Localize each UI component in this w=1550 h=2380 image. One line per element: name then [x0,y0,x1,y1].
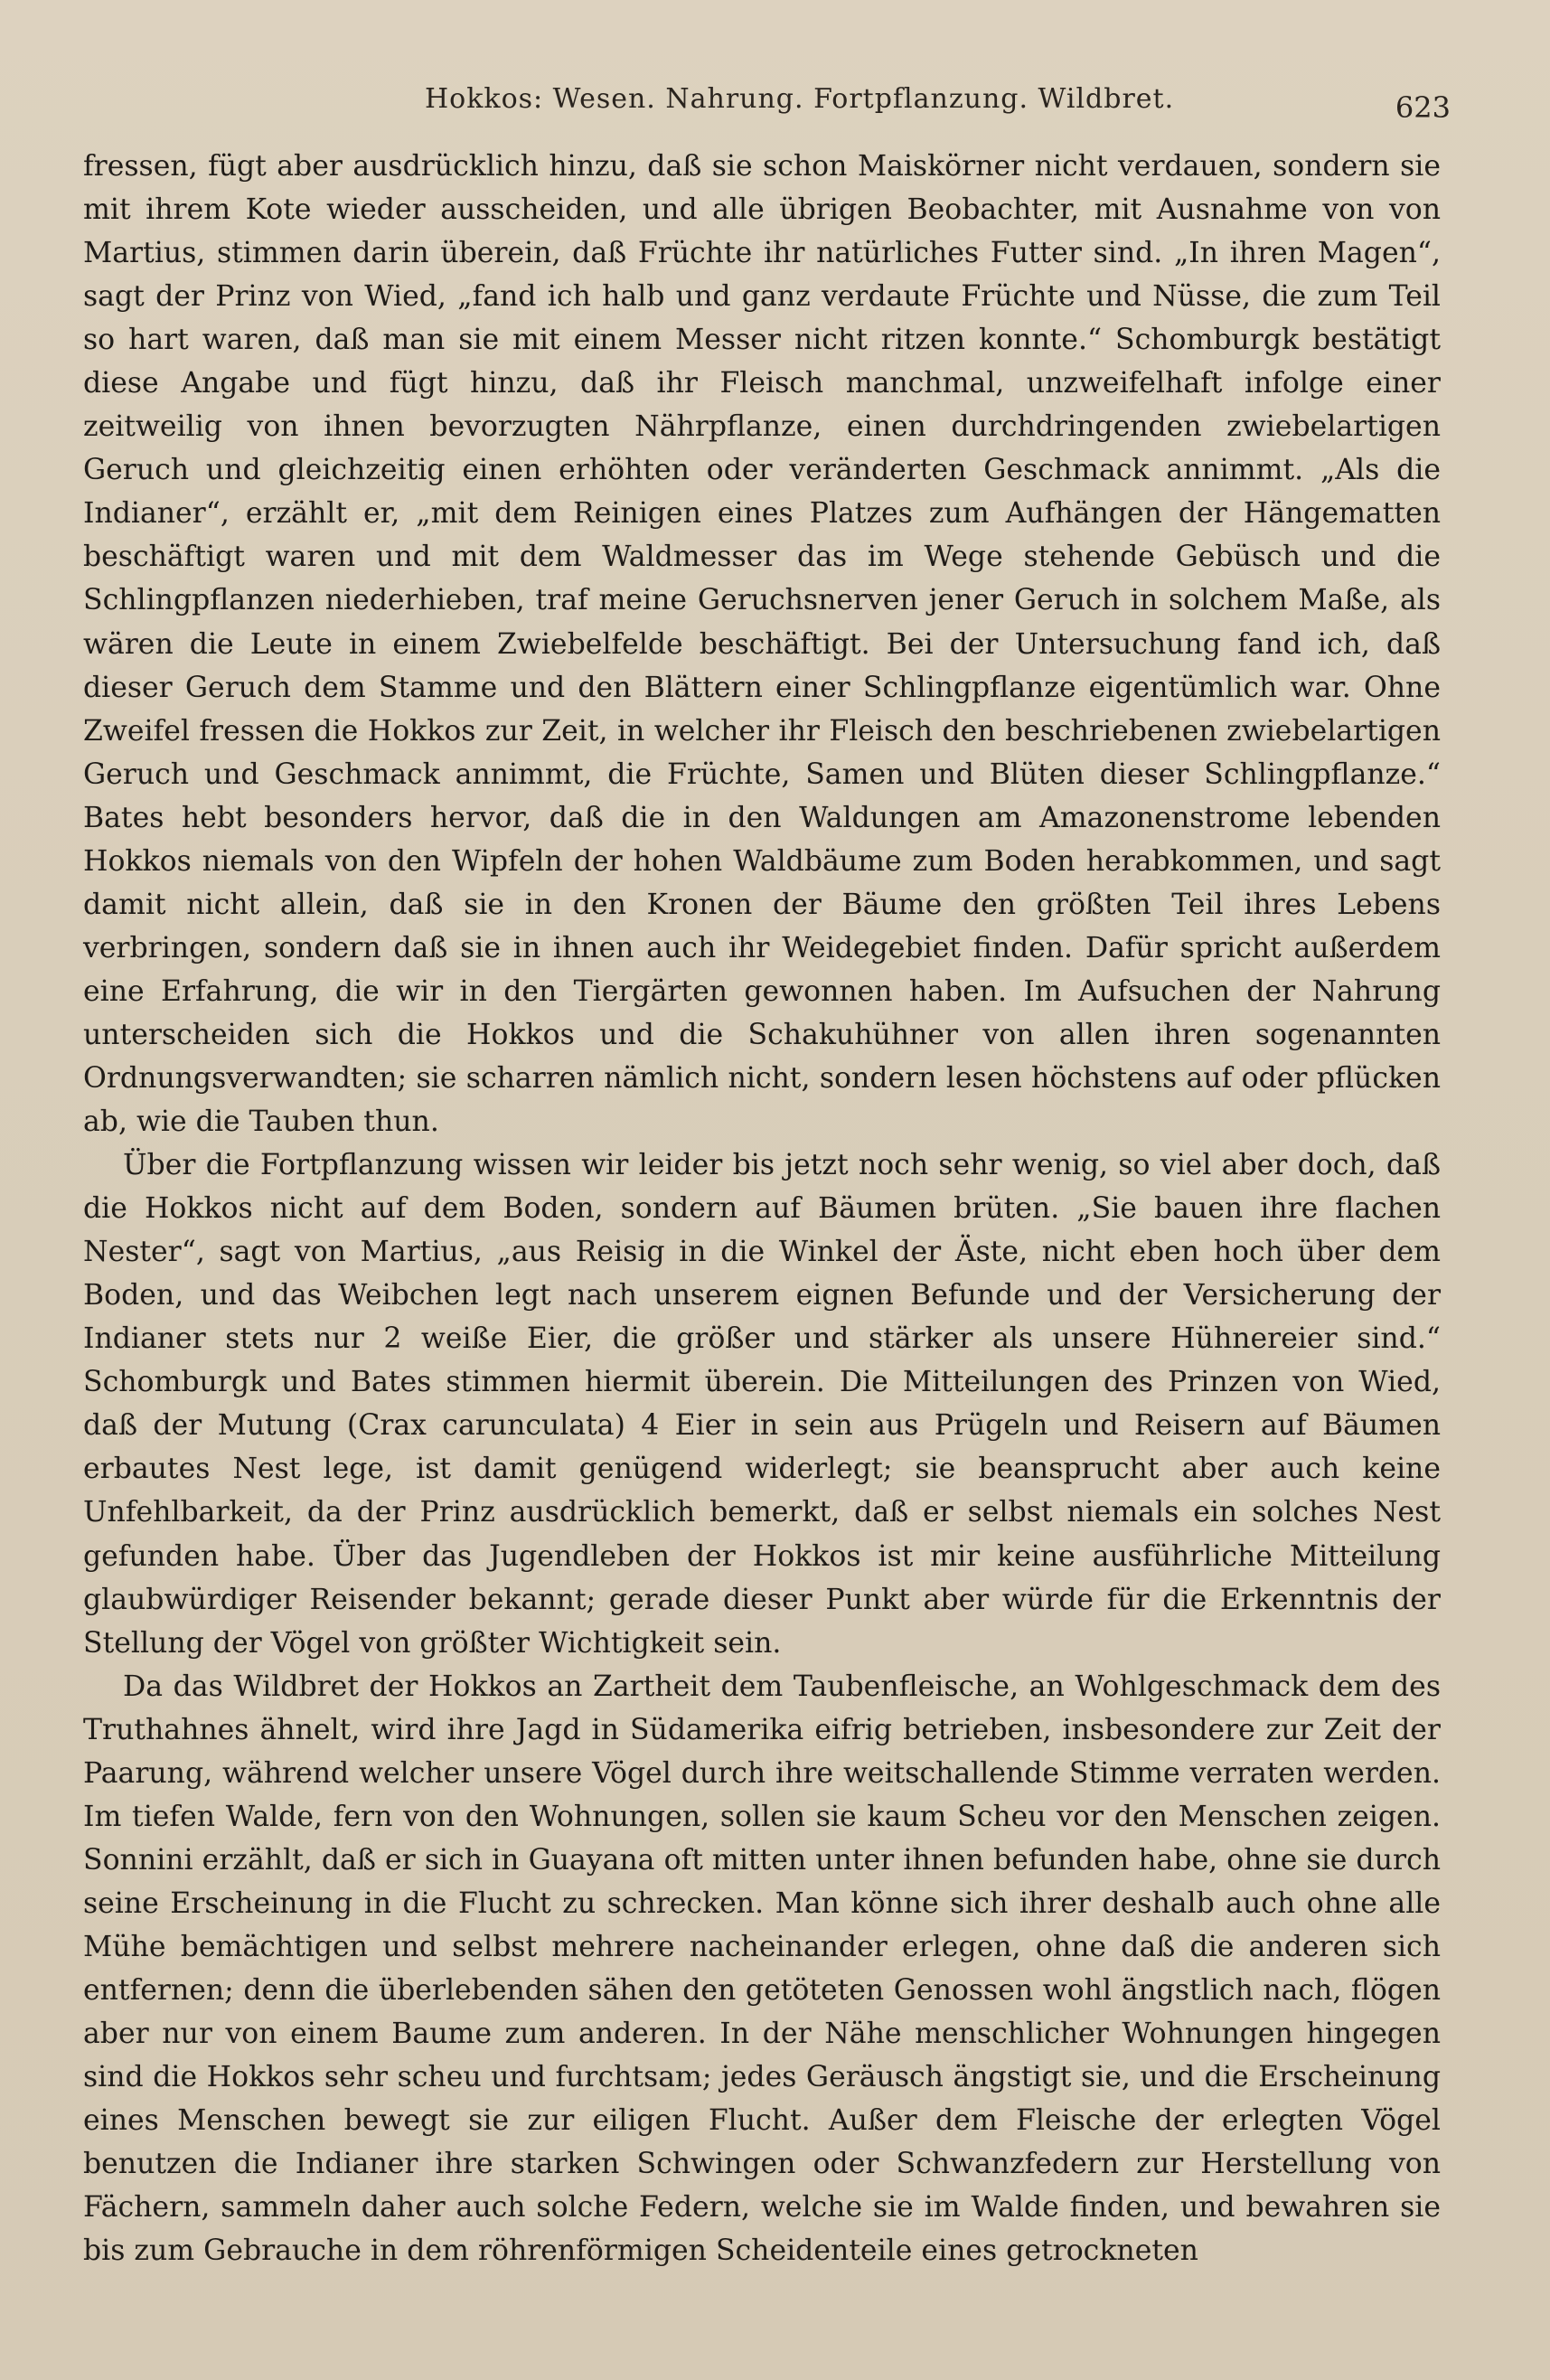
paragraph-food: fressen, fügt aber ausdrücklich hinzu, daß sie schon Maiskörner nicht verdauen, sondern sie mit ihrem Kote wieder ausscheiden, und alle übrigen Beobachter, mit Ausnahme von von Martius, stimmen darin überein, daß Früchte ihr natürliches Futter sind. „In ihren Magen“, sagt der Prinz von Wied, „fand ich halb und ganz verdaute Früchte und Nüsse, die zum Teil so hart waren, daß man sie mit einem Messer nicht ritzen konnte.“ Schomburgk bestätigt diese Angabe und fügt hinzu, daß ihr Fleisch manchmal, unzweifelhaft infolge einer zeitweilig von ihnen bevorzugten Nährpflanze, einen durchdringenden zwiebelartigen Geruch und gleichzeitig einen erhöhten oder veränderten Geschmack annimmt. „Als die Indianer“, erzählt er, „mit dem Reinigen eines Platzes zum Aufhängen der Hängematten beschäftigt waren und mit dem Waldmesser das im Wege stehende Gebüsch und die Schlingpflanzen niederhieben, traf meine Geruchsnerven jener Geruch in solchem Maße, als wären die Leute in einem Zwiebelfelde beschäftigt. Bei der Untersuchung fand ich, daß dieser Geruch dem Stamme und den Blättern einer Schlingpflanze eigentümlich war. Ohne Zweifel fressen die Hokkos zur Zeit, in welcher ihr Fleisch den beschriebenen zwiebelartigen Geruch und Geschmack annimmt, die Früchte, Samen und Blüten dieser Schlingpflanze.“ Bates hebt besonders hervor, daß die in den Waldungen am Amazonenstrome lebenden Hokkos niemals von den Wipfeln der hohen Waldbäume zum Boden herabkommen, und sagt damit nicht allein, daß sie in den Kronen der Bäume den größten Teil ihres Lebens verbringen, sondern daß sie in ihnen auch ihr Weidegebiet finden. Dafür spricht außerdem eine Erfahrung, die wir in den Tiergärten gewonnen haben. Im Aufsuchen der Nahrung unterscheiden sich die Hokkos und die Schakuhühner von allen ihren sogenannten Ordnungsverwandten; sie scharren nämlich nicht, sondern lesen höchstens auf oder pflücken ab, wie die Tauben thun. [83,150,1441,1139]
running-head [0,83,1550,137]
paragraph-hunting: Da das Wildbret der Hokkos an Zartheit dem Taubenfleische, an Wohlgeschmack dem des Truthahnes ähnelt, wird ihre Jagd in Südamerika eifrig betrieben, insbesondere zur Zeit der Paarung, während welcher unsere Vögel durch ihre weitschallende Stimme verraten werden. Im tiefen Walde, fern von den Wohnungen, sollen sie kaum Scheu vor den Menschen zeigen. Sonnini erzählt, daß er sich in Guayana oft mitten unter ihnen befunden habe, ohne sie durch seine Erscheinung in die Flucht zu schrecken. Man könne sich ihrer deshalb auch ohne alle Mühe bemächtigen und selbst mehrere nacheinander erlegen, ohne daß die anderen sich entfernen; denn die überlebenden sähen den getöteten Genossen wohl ängstlich nach, flögen aber nur von einem Baume zum anderen. In der Nähe menschlicher Wohnungen hingegen sind die Hokkos sehr scheu und furchtsam; jedes Geräusch ängstigt sie, und die Erscheinung eines Menschen bewegt sie zur eiligen Flucht. Außer dem Fleische der erlegten Vögel benutzen die Indianer ihre starken Schwingen oder Schwanzfedern zur Herstellung von Fächern, sammeln daher auch solche Federn, welche sie im Walde finden, und bewahren sie bis zum Gebrauche in dem röhrenförmigen Scheidenteile eines getrockneten [83,1670,1441,2268]
paragraph-reproduction: Über die Fortpflanzung wissen wir leider bis jetzt noch sehr wenig, so viel aber doch, daß die Hokkos nicht auf dem Boden, sondern auf Bäumen brüten. „Sie bauen ihre flachen Nester“, sagt von Martius, „aus Reisig in die Winkel der Äste, nicht eben hoch über dem Boden, und das Weibchen legt nach unserem eignen Befunde und der Versicherung der Indianer stets nur 2 weiße Eier, die größer und stärker als unsere Hühnereier sind.“ Schomburgk und Bates stimmen hiermit überein. Die Mitteilungen des Prinzen von Wied, daß der Mutung (Crax carunculata) 4 Eier in sein aus Prügeln und Reisern auf Bäumen erbautes Nest lege, ist damit genügend widerlegt; sie beansprucht aber auch keine Unfehlbarkeit, da der Prinz ausdrücklich bemerkt, daß er selbst niemals ein solches Nest gefunden habe. Über das Jugendleben der Hokkos ist mir keine ausführliche Mitteilung glaubwürdiger Reisender bekannt; gerade dieser Punkt aber würde für die Erkenntnis der Stellung der Vögel von größter Wichtigkeit sein. [83,1149,1441,1660]
body-text [83,145,1441,2272]
running-title: Hokkos: Wesen. Nahrung. Fortpflanzung. Wildbret. [425,83,1175,115]
page-number: 623 [1395,90,1451,125]
